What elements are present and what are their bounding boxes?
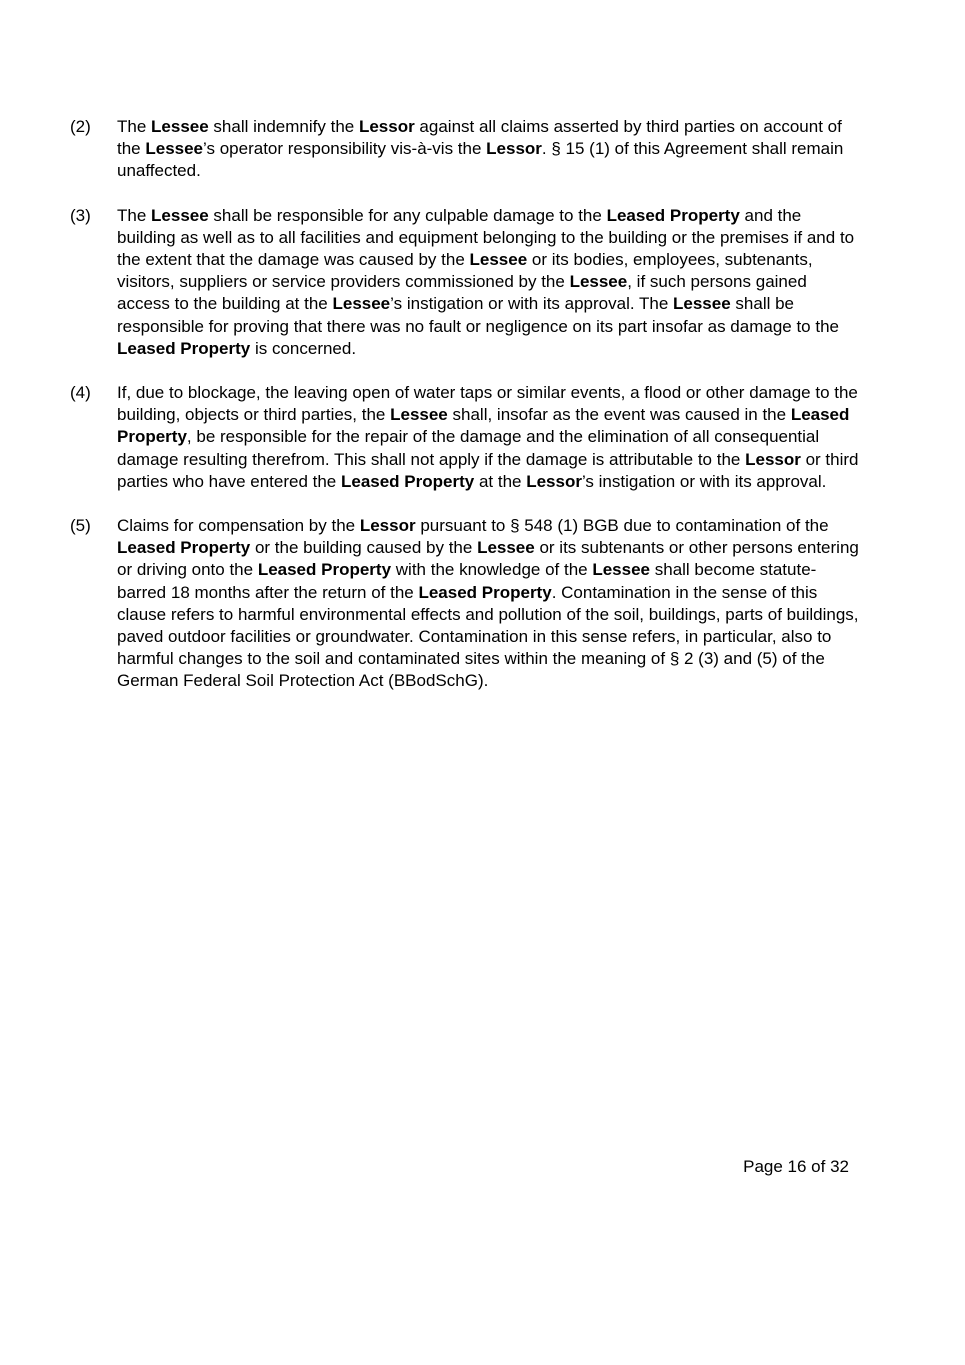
clause-text-segment: or its bodies, employees, subtenants, visitors, suppliers or service providers commissioned by the bbox=[117, 250, 813, 292]
clause-item bbox=[70, 116, 860, 183]
defined-term: Leased Property bbox=[117, 538, 251, 558]
clause-text-segment: ’s operator responsibility vis-à-vis the bbox=[203, 139, 487, 159]
clause-text-segment: shall become statute-barred 18 months after the return of the bbox=[117, 560, 817, 602]
defined-term: Leased Property bbox=[606, 205, 740, 225]
clause-text-segment: or third parties who have entered the bbox=[117, 449, 859, 491]
clause-text-segment: and the building as well as to all facilities and equipment belonging to the building or the premises if and to the extent that the damage was caused by the bbox=[117, 205, 855, 270]
clause-text-segment: ’s instigation or with its approval. bbox=[581, 471, 827, 491]
clause-text-segment: shall indemnify the bbox=[208, 117, 359, 136]
defined-term: Lessor bbox=[526, 471, 582, 491]
defined-term: Lessee bbox=[469, 250, 528, 270]
clause-item bbox=[70, 382, 860, 493]
clause-text-segment: Claims for compensation by the bbox=[117, 516, 360, 536]
clause-text-segment: The bbox=[117, 117, 152, 136]
defined-term: Lessor bbox=[745, 449, 801, 469]
clause-text-segment: . § 15 (1) of this Agreement shall remain unaffected. bbox=[117, 139, 844, 181]
defined-term: Lessee bbox=[390, 405, 448, 425]
defined-term: Lessee bbox=[332, 294, 391, 314]
defined-term: Lessee bbox=[151, 117, 209, 136]
clause-text bbox=[117, 382, 860, 493]
clause-number: (4) bbox=[70, 383, 91, 403]
clause-text-segment: , if such persons gained access to the building at the bbox=[117, 272, 807, 314]
clause-text-segment: pursuant to § 548 (1) BGB due to contamination of the bbox=[415, 516, 829, 536]
defined-term: Lessee bbox=[477, 538, 535, 558]
defined-term: Lessee bbox=[673, 294, 731, 314]
defined-term: Lessor bbox=[359, 516, 416, 536]
clause-number: (3) bbox=[70, 205, 91, 225]
clause-text-segment: against all claims asserted by third parties on account of the bbox=[117, 117, 842, 159]
clause-text-segment: is concerned. bbox=[250, 338, 357, 358]
defined-term: Leased Property bbox=[418, 582, 552, 602]
defined-term: Lessee bbox=[592, 560, 651, 580]
defined-term: Leased Property bbox=[257, 560, 392, 580]
clause-text bbox=[117, 205, 860, 360]
clause-text bbox=[117, 116, 860, 183]
defined-term: Lessor bbox=[486, 139, 542, 159]
clause-number: (5) bbox=[70, 516, 91, 536]
clause-text-segment: The bbox=[117, 205, 152, 225]
clause-text-segment: with the knowledge of the bbox=[391, 560, 593, 580]
page-number: Page 16 of 32 bbox=[743, 1157, 849, 1176]
clause-text-segment: If, due to blockage, the leaving open of water taps or similar events, a flood or other damage to the building, objects or third parties, the bbox=[117, 383, 858, 425]
defined-term: Leased Property bbox=[340, 471, 475, 491]
clause-number: (2) bbox=[70, 117, 91, 136]
clause-item bbox=[70, 515, 860, 693]
defined-term: Lessee bbox=[569, 272, 628, 292]
clause-text-segment: . Contamination in the sense of this clause refers to harmful environmental effects and pollution of the soil, buildings, parts of buildings, paved outdoor facilities or groundwater. Contamination in this sense refers, in particular, also to harmful changes to the soil and contaminated sites within the meaning of § 2 (3) and (5) of the German Federal Soil Protection Act (BBodSchG). bbox=[117, 582, 859, 691]
clause-text-segment: or the building caused by the bbox=[250, 538, 478, 558]
defined-term: Leased Property bbox=[117, 405, 850, 447]
defined-term: Lessee bbox=[151, 205, 209, 225]
clause-text-segment: ’s instigation or with its approval. The bbox=[390, 294, 674, 314]
clause-text-segment: shall be responsible for any culpable damage to the bbox=[208, 205, 607, 225]
clause-text-segment: , be responsible for the repair of the damage and the elimination of all consequential damage resulting therefrom. This shall not apply if the damage is attributable to the bbox=[117, 427, 820, 469]
defined-term: Lessee bbox=[145, 139, 204, 159]
defined-term: Lessor bbox=[358, 117, 415, 136]
defined-term: Leased Property bbox=[117, 338, 251, 358]
clause-text-segment: at the bbox=[474, 471, 527, 491]
clause-text-segment: or its subtenants or other persons entering or driving onto the bbox=[117, 538, 859, 580]
clause-text bbox=[117, 515, 860, 693]
clause-item bbox=[70, 205, 860, 360]
clause-text-segment: shall be responsible for proving that there was no fault or negligence on its part insofar as damage to the bbox=[117, 294, 839, 336]
clause-text-segment: shall, insofar as the event was caused in the bbox=[447, 405, 791, 425]
clause-list bbox=[70, 116, 860, 715]
